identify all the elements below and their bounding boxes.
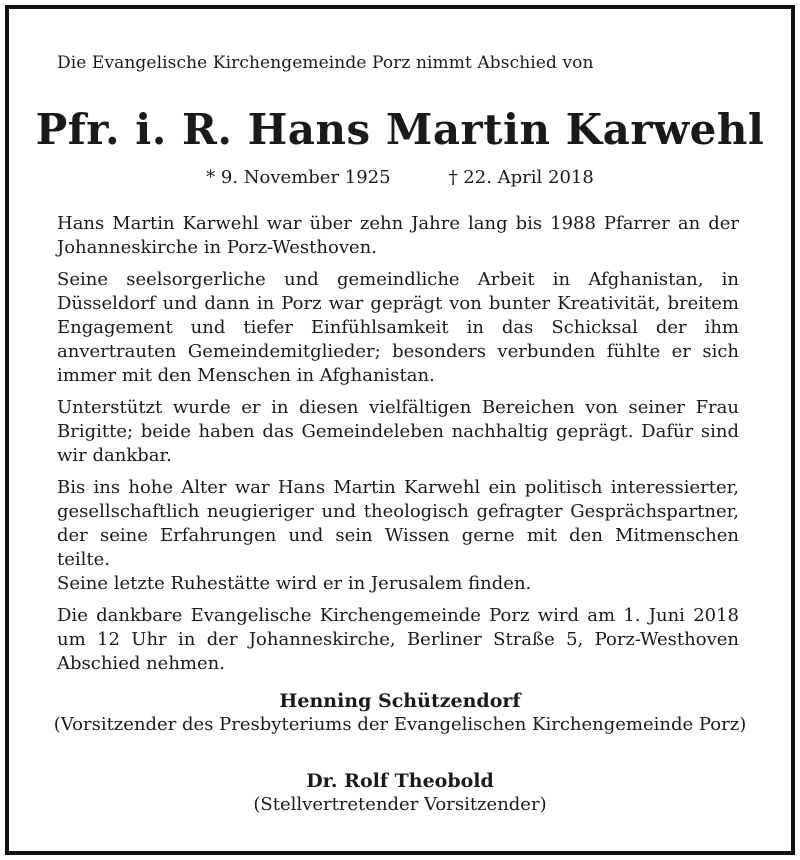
signatory-chair	[9, 689, 791, 737]
paragraph-tenure: Hans Martin Karwehl war über zehn Jahre lang bis 1988 Pfarrer an der Johanneskirche in Porz-Westhoven.	[57, 213, 739, 258]
signatory-deputy	[9, 769, 791, 817]
paragraph-wife: Unterstützt wurde er in diesen vielfältigen Bereichen von seiner Frau Brigitte; beide haben das Gemeindeleben nachhaltig geprägt. Dafür sind wir dankbar.	[57, 397, 739, 466]
paragraph-character: Bis ins hohe Alter war Hans Martin Karwehl ein politisch interessierter, gesellschaftlich neugieriger und theologisch gefragter Gesprächspartner, der seine Erfahrungen und sein Wissen gerne mit den Mitmenschen teilte.	[57, 477, 739, 570]
death-date: † 22. April 2018	[448, 167, 594, 188]
signatory-name: Dr. Rolf Theobold	[306, 770, 494, 792]
paragraph-service: Die dankbare Evangelische Kirchengemeinde Porz wird am 1. Juni 2018 um 12 Uhr in der Johanneskirche, Berliner Straße 5, Porz-Westhoven Abschied nehmen.	[57, 605, 739, 674]
paragraph-resting-place: Seine letzte Ruhestätte wird er in Jerusalem finden.	[57, 573, 532, 594]
intro-line: Die Evangelische Kirchengemeinde Porz nimmt Abschied von	[57, 53, 594, 73]
signatory-name: Henning Schützendorf	[279, 690, 521, 712]
paragraph-work: Seine seelsorgerliche und gemeindliche Arbeit in Afghanistan, in Düsseldorf und dann in Porz war geprägt von bunter Kreativität, breitem Engagement und tiefer Einfühlsamkeit in das Schicksal der ihm anvertrauten Gemeindemitglieder; besonders verbunden fühlte er sich immer mit den Menschen in Afghanistan.	[57, 269, 739, 386]
obituary-notice	[5, 5, 795, 855]
birth-date: * 9. November 1925	[206, 167, 391, 188]
life-dates	[9, 167, 791, 188]
deceased-name: Pfr. i. R. Hans Martin Karwehl	[35, 105, 765, 154]
signatory-role: (Stellvertretender Vorsitzender)	[253, 794, 547, 815]
signatory-role: (Vorsitzender des Presbyteriums der Evangelischen Kirchengemeinde Porz)	[53, 714, 747, 735]
obituary-text	[57, 212, 739, 684]
